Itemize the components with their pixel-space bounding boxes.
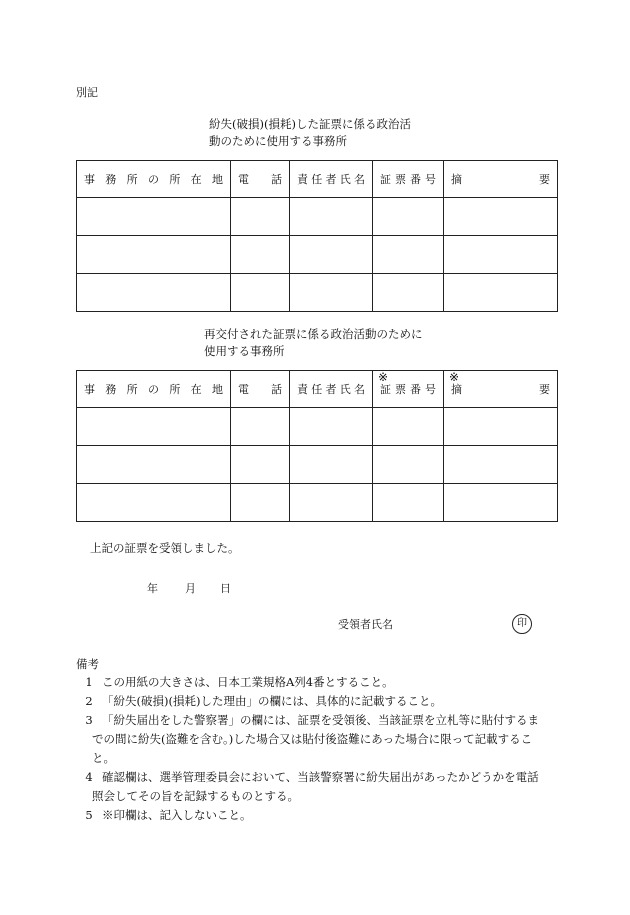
table-cell[interactable]: [444, 198, 558, 236]
header-phone: [231, 161, 290, 198]
header-char: 地: [211, 173, 223, 186]
header-char: 号: [425, 383, 436, 396]
table-cell[interactable]: [290, 236, 373, 274]
header-char: 地: [211, 383, 223, 396]
header-office-address: [77, 371, 231, 408]
remark-item-3: [76, 711, 539, 768]
header-char: 氏: [339, 383, 351, 396]
table1-title: [209, 116, 411, 150]
header-responsible-person: [290, 371, 373, 408]
header-char: 任: [311, 173, 323, 186]
table-cell[interactable]: [231, 408, 290, 446]
table-header-row: [77, 161, 558, 198]
header-char: 責: [297, 173, 308, 186]
remark-number: 1: [85, 675, 93, 689]
header-char: 証: [380, 383, 391, 396]
header-char: 番: [410, 173, 421, 186]
header-char: 在: [190, 173, 202, 186]
table-cell[interactable]: [77, 484, 231, 522]
header-char: 票: [395, 383, 406, 396]
header-char: 話: [271, 173, 282, 186]
header-char: 事: [84, 173, 95, 186]
remarks-heading: 備考: [76, 657, 99, 671]
table-cell[interactable]: [290, 408, 373, 446]
table-cell[interactable]: [231, 446, 290, 484]
document-label: 別記: [76, 86, 98, 99]
date-day-label: 日: [220, 582, 231, 595]
table-cell[interactable]: [290, 446, 373, 484]
header-phone: [231, 371, 290, 408]
header-remarks: [444, 371, 558, 408]
header-char: 務: [105, 383, 117, 396]
header-char: 摘: [451, 173, 462, 186]
seal-mark: 印: [512, 614, 532, 634]
table-cell[interactable]: [444, 274, 558, 312]
header-char: 電: [238, 173, 249, 186]
remark-item-5: [76, 806, 252, 825]
remark-text: 照会してその旨を記録するものとする。: [92, 789, 299, 803]
table2-title: [204, 326, 423, 360]
table-cell[interactable]: [373, 408, 444, 446]
header-char: 任: [311, 383, 323, 396]
header-char: 務: [105, 173, 117, 186]
table-cell[interactable]: [373, 484, 444, 522]
table-cell[interactable]: [231, 236, 290, 274]
table-row: [77, 274, 558, 312]
remark-text: この用紙の大きさは、日本工業規格A列4番とすること。: [102, 675, 394, 689]
header-char: 事: [84, 383, 95, 396]
header-certificate-number: [373, 371, 444, 408]
remark-text: 確認欄は、選挙管理委員会において、当該警察署に紛失届出があったかどうかを電話: [102, 770, 539, 784]
table-cell[interactable]: [77, 408, 231, 446]
table-cell[interactable]: [231, 274, 290, 312]
reference-mark: ※: [378, 370, 389, 384]
remark-number: 3: [85, 713, 93, 727]
remark-item-1: [76, 673, 394, 692]
table-cell[interactable]: [290, 198, 373, 236]
header-char: 氏: [339, 173, 351, 186]
header-char: の: [147, 383, 159, 396]
header-char: 号: [425, 173, 436, 186]
date-month-label: 月: [185, 582, 196, 595]
header-char: 証: [380, 173, 391, 186]
table-cell[interactable]: [373, 236, 444, 274]
table-cell[interactable]: [290, 274, 373, 312]
table-cell[interactable]: [373, 274, 444, 312]
table-cell[interactable]: [77, 236, 231, 274]
remark-item-4: [76, 768, 539, 806]
remark-number: 2: [85, 694, 93, 708]
header-char: 摘: [451, 383, 462, 396]
reissued-certificate-office-table: [76, 370, 558, 522]
header-office-address: [77, 161, 231, 198]
table-cell[interactable]: [373, 446, 444, 484]
header-char: 番: [410, 383, 421, 396]
header-remarks: [444, 161, 558, 198]
remark-item-2: [76, 692, 442, 711]
remark-text: ※印欄は、記入しないこと。: [102, 808, 252, 822]
header-char: 所: [169, 173, 181, 186]
lost-certificate-office-table: [76, 160, 558, 312]
table-cell[interactable]: [373, 198, 444, 236]
table2-title-line-1: 再交付された証票に係る政治活動のために: [204, 327, 423, 341]
table-cell[interactable]: [444, 446, 558, 484]
header-char: 話: [271, 383, 282, 396]
header-char: 要: [539, 173, 550, 186]
table-row: [77, 408, 558, 446]
header-responsible-person: [290, 161, 373, 198]
header-char: の: [147, 173, 159, 186]
table-cell[interactable]: [77, 274, 231, 312]
table-cell[interactable]: [444, 408, 558, 446]
header-char: 責: [297, 383, 308, 396]
header-char: 名: [354, 173, 365, 186]
table-header-row: [77, 371, 558, 408]
header-char: 所: [126, 173, 138, 186]
table-row: [77, 484, 558, 522]
table1-title-line-1: 紛失(破損)(損耗)した証票に係る政治活: [209, 117, 411, 131]
table-cell[interactable]: [231, 198, 290, 236]
header-char: 所: [169, 383, 181, 396]
header-certificate-number: [373, 161, 444, 198]
remark-text: での間に紛失(盗難を含む。)した場合又は貼付後盗難にあった場合に限って記載するこ: [92, 732, 533, 746]
header-char: 電: [238, 383, 249, 396]
table-cell[interactable]: [77, 198, 231, 236]
remark-text: と。: [92, 751, 115, 765]
table1-title-line-2: 動のために使用する事務所: [209, 134, 347, 148]
table-cell[interactable]: [231, 484, 290, 522]
header-char: 在: [190, 383, 202, 396]
header-char: 所: [126, 383, 138, 396]
header-char: 者: [325, 383, 337, 396]
header-char: 票: [395, 173, 406, 186]
reference-mark: ※: [449, 370, 460, 384]
table-cell[interactable]: [290, 484, 373, 522]
table-row: [77, 198, 558, 236]
remark-number: 4: [85, 770, 93, 784]
remark-text: 「紛失届出をした警察署」の欄には、証票を受領後、当該証票を立札等に貼付するま: [102, 713, 539, 727]
header-char: 要: [539, 383, 550, 396]
header-char: 名: [354, 383, 365, 396]
table2-title-line-2: 使用する事務所: [204, 344, 285, 358]
table-cell[interactable]: [77, 446, 231, 484]
table-cell[interactable]: [444, 484, 558, 522]
table-row: [77, 446, 558, 484]
remark-number: 5: [85, 808, 93, 822]
table-row: [77, 236, 558, 274]
table-cell[interactable]: [444, 236, 558, 274]
recipient-name-label: 受領者氏名: [338, 618, 393, 631]
receipt-statement: 上記の証票を受領しました。: [90, 541, 240, 555]
remark-text: 「紛失(破損)(損耗)した理由」の欄には、具体的に記載すること。: [102, 694, 442, 708]
date-year-label: 年: [147, 582, 158, 595]
header-char: 者: [325, 173, 337, 186]
